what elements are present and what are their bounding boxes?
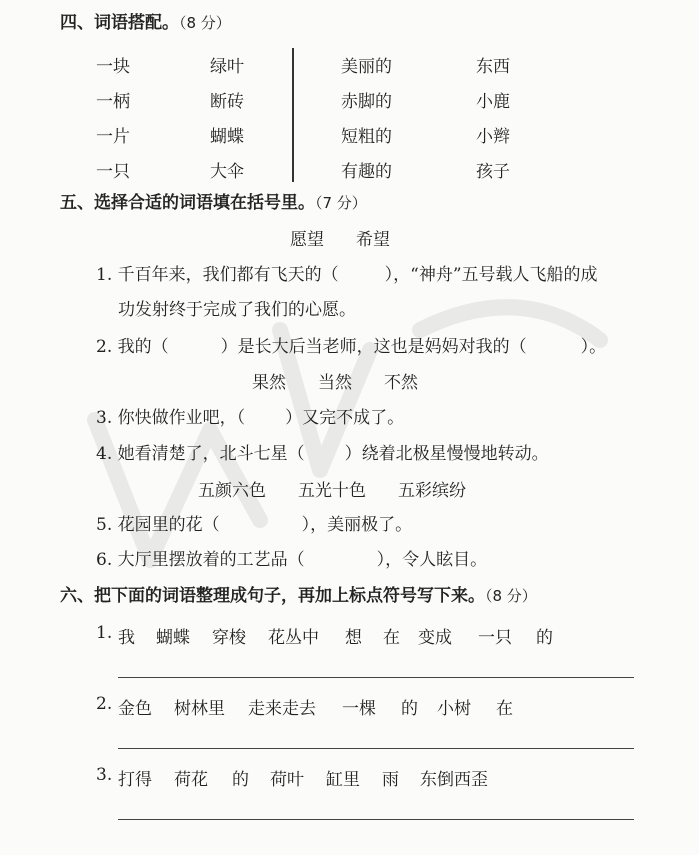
question-text: ）是长大后当老师，这也是妈妈对我的（ (220, 337, 527, 357)
question-text: ），令人眩目。 (376, 550, 488, 570)
answer-line[interactable] (118, 819, 634, 820)
question-5-1-cont (118, 300, 356, 320)
noun-word: 孩子 (476, 162, 510, 182)
scrambled-word: 走来走去 (248, 699, 316, 719)
noun-word: 东西 (476, 57, 510, 77)
noun-word: 蝴蝶 (210, 127, 244, 147)
question-number: 3. (96, 765, 113, 785)
section4-title: 四、词语搭配。 (60, 13, 179, 33)
measure-word: 一柄 (96, 92, 130, 112)
question-text: 1. 千百年来，我们都有飞天的（ (96, 265, 339, 285)
scrambled-word: 在 (496, 699, 513, 719)
question-6-2 (96, 694, 112, 714)
measure-word: 一片 (96, 127, 130, 147)
column-divider (292, 48, 294, 182)
question-number: 1. (96, 623, 113, 643)
scrambled-word: 花丛中 (268, 628, 319, 648)
section5-score: （7 分） (315, 194, 367, 212)
question-text: 5. 花园里的花（ (96, 515, 220, 535)
question-5-6 (96, 550, 487, 570)
option-word: 希望 (356, 230, 390, 250)
scrambled-word: 小树 (437, 699, 471, 719)
answer-line[interactable] (118, 677, 634, 678)
scrambled-word: 打得 (118, 770, 152, 790)
option-word: 愿望 (290, 230, 324, 250)
scrambled-word: 在 (383, 628, 400, 648)
scrambled-word: 一只 (478, 628, 512, 648)
question-5-4 (96, 444, 549, 464)
section6-score: （8 分） (485, 587, 537, 605)
scrambled-word: 想 (345, 628, 362, 648)
scrambled-word: 变成 (418, 628, 452, 648)
question-5-5 (96, 515, 412, 535)
question-5-2 (96, 337, 606, 357)
adjective-word: 赤脚的 (341, 92, 392, 112)
scrambled-word: 我 (118, 628, 135, 648)
question-6-1 (96, 623, 112, 643)
scrambled-word: 荷叶 (270, 770, 304, 790)
question-text: ）绕着北极星慢慢地转动。 (344, 444, 549, 464)
scrambled-word: 的 (536, 628, 553, 648)
word-options-1 (290, 230, 390, 250)
scrambled-word: 的 (232, 770, 249, 790)
option-word: 当然 (318, 373, 352, 393)
scrambled-word: 树林里 (174, 699, 225, 719)
word-options-3 (198, 481, 466, 501)
section4-score: （8 分） (179, 14, 231, 32)
option-word: 五彩缤纷 (398, 481, 466, 501)
scrambled-word: 蝴蝶 (156, 628, 190, 648)
scrambled-word: 的 (401, 699, 418, 719)
scrambled-word: 缸里 (326, 770, 360, 790)
answer-line[interactable] (118, 748, 634, 749)
question-5-3 (96, 408, 404, 428)
noun-word: 大伞 (210, 162, 244, 182)
noun-word: 绿叶 (210, 57, 244, 77)
measure-word: 一块 (96, 57, 130, 77)
question-text: 4. 她看清楚了，北斗七星（ (96, 444, 305, 464)
noun-word: 断砖 (210, 92, 244, 112)
adjective-word: 美丽的 (341, 57, 392, 77)
option-word: 五颜六色 (198, 481, 266, 501)
scrambled-word: 金色 (118, 699, 152, 719)
question-text: ）。 (580, 337, 607, 357)
scrambled-word: 东倒西歪 (420, 770, 488, 790)
section5-title: 五、选择合适的词语填在括号里。 (60, 193, 315, 213)
measure-word: 一只 (96, 162, 130, 182)
question-5-1 (96, 265, 598, 285)
section6-title: 六、把下面的词语整理成句子，再加上标点符号写下来。 (60, 586, 485, 606)
question-text: 3. 你快做作业吧，（ (96, 408, 246, 428)
option-word: 果然 (252, 373, 286, 393)
option-word: 五光十色 (298, 481, 366, 501)
option-word: 不然 (384, 373, 418, 393)
section6-heading (60, 586, 537, 606)
scrambled-word: 荷花 (174, 770, 208, 790)
noun-word: 小辫 (476, 127, 510, 147)
question-number: 2. (96, 694, 113, 714)
scrambled-word: 雨 (382, 770, 399, 790)
question-text: 2. 我的（ (96, 337, 169, 357)
scrambled-word: 穿梭 (212, 628, 246, 648)
adjective-word: 短粗的 (341, 127, 392, 147)
noun-word: 小鹿 (476, 92, 510, 112)
question-text: ），“神舟”五号载人飞船的成 (384, 265, 598, 285)
adjective-word: 有趣的 (341, 162, 392, 182)
question-text: ）又完不成了。 (285, 408, 405, 428)
section4-heading (60, 13, 231, 33)
section5-heading (60, 193, 367, 213)
question-6-3 (96, 765, 112, 785)
word-options-2 (252, 373, 418, 393)
scrambled-word: 一棵 (342, 699, 376, 719)
question-text: ），美丽极了。 (301, 515, 413, 535)
question-text: 功发射终于完成了我们的心愿。 (118, 300, 356, 320)
question-text: 6. 大厅里摆放着的工艺品（ (96, 550, 305, 570)
